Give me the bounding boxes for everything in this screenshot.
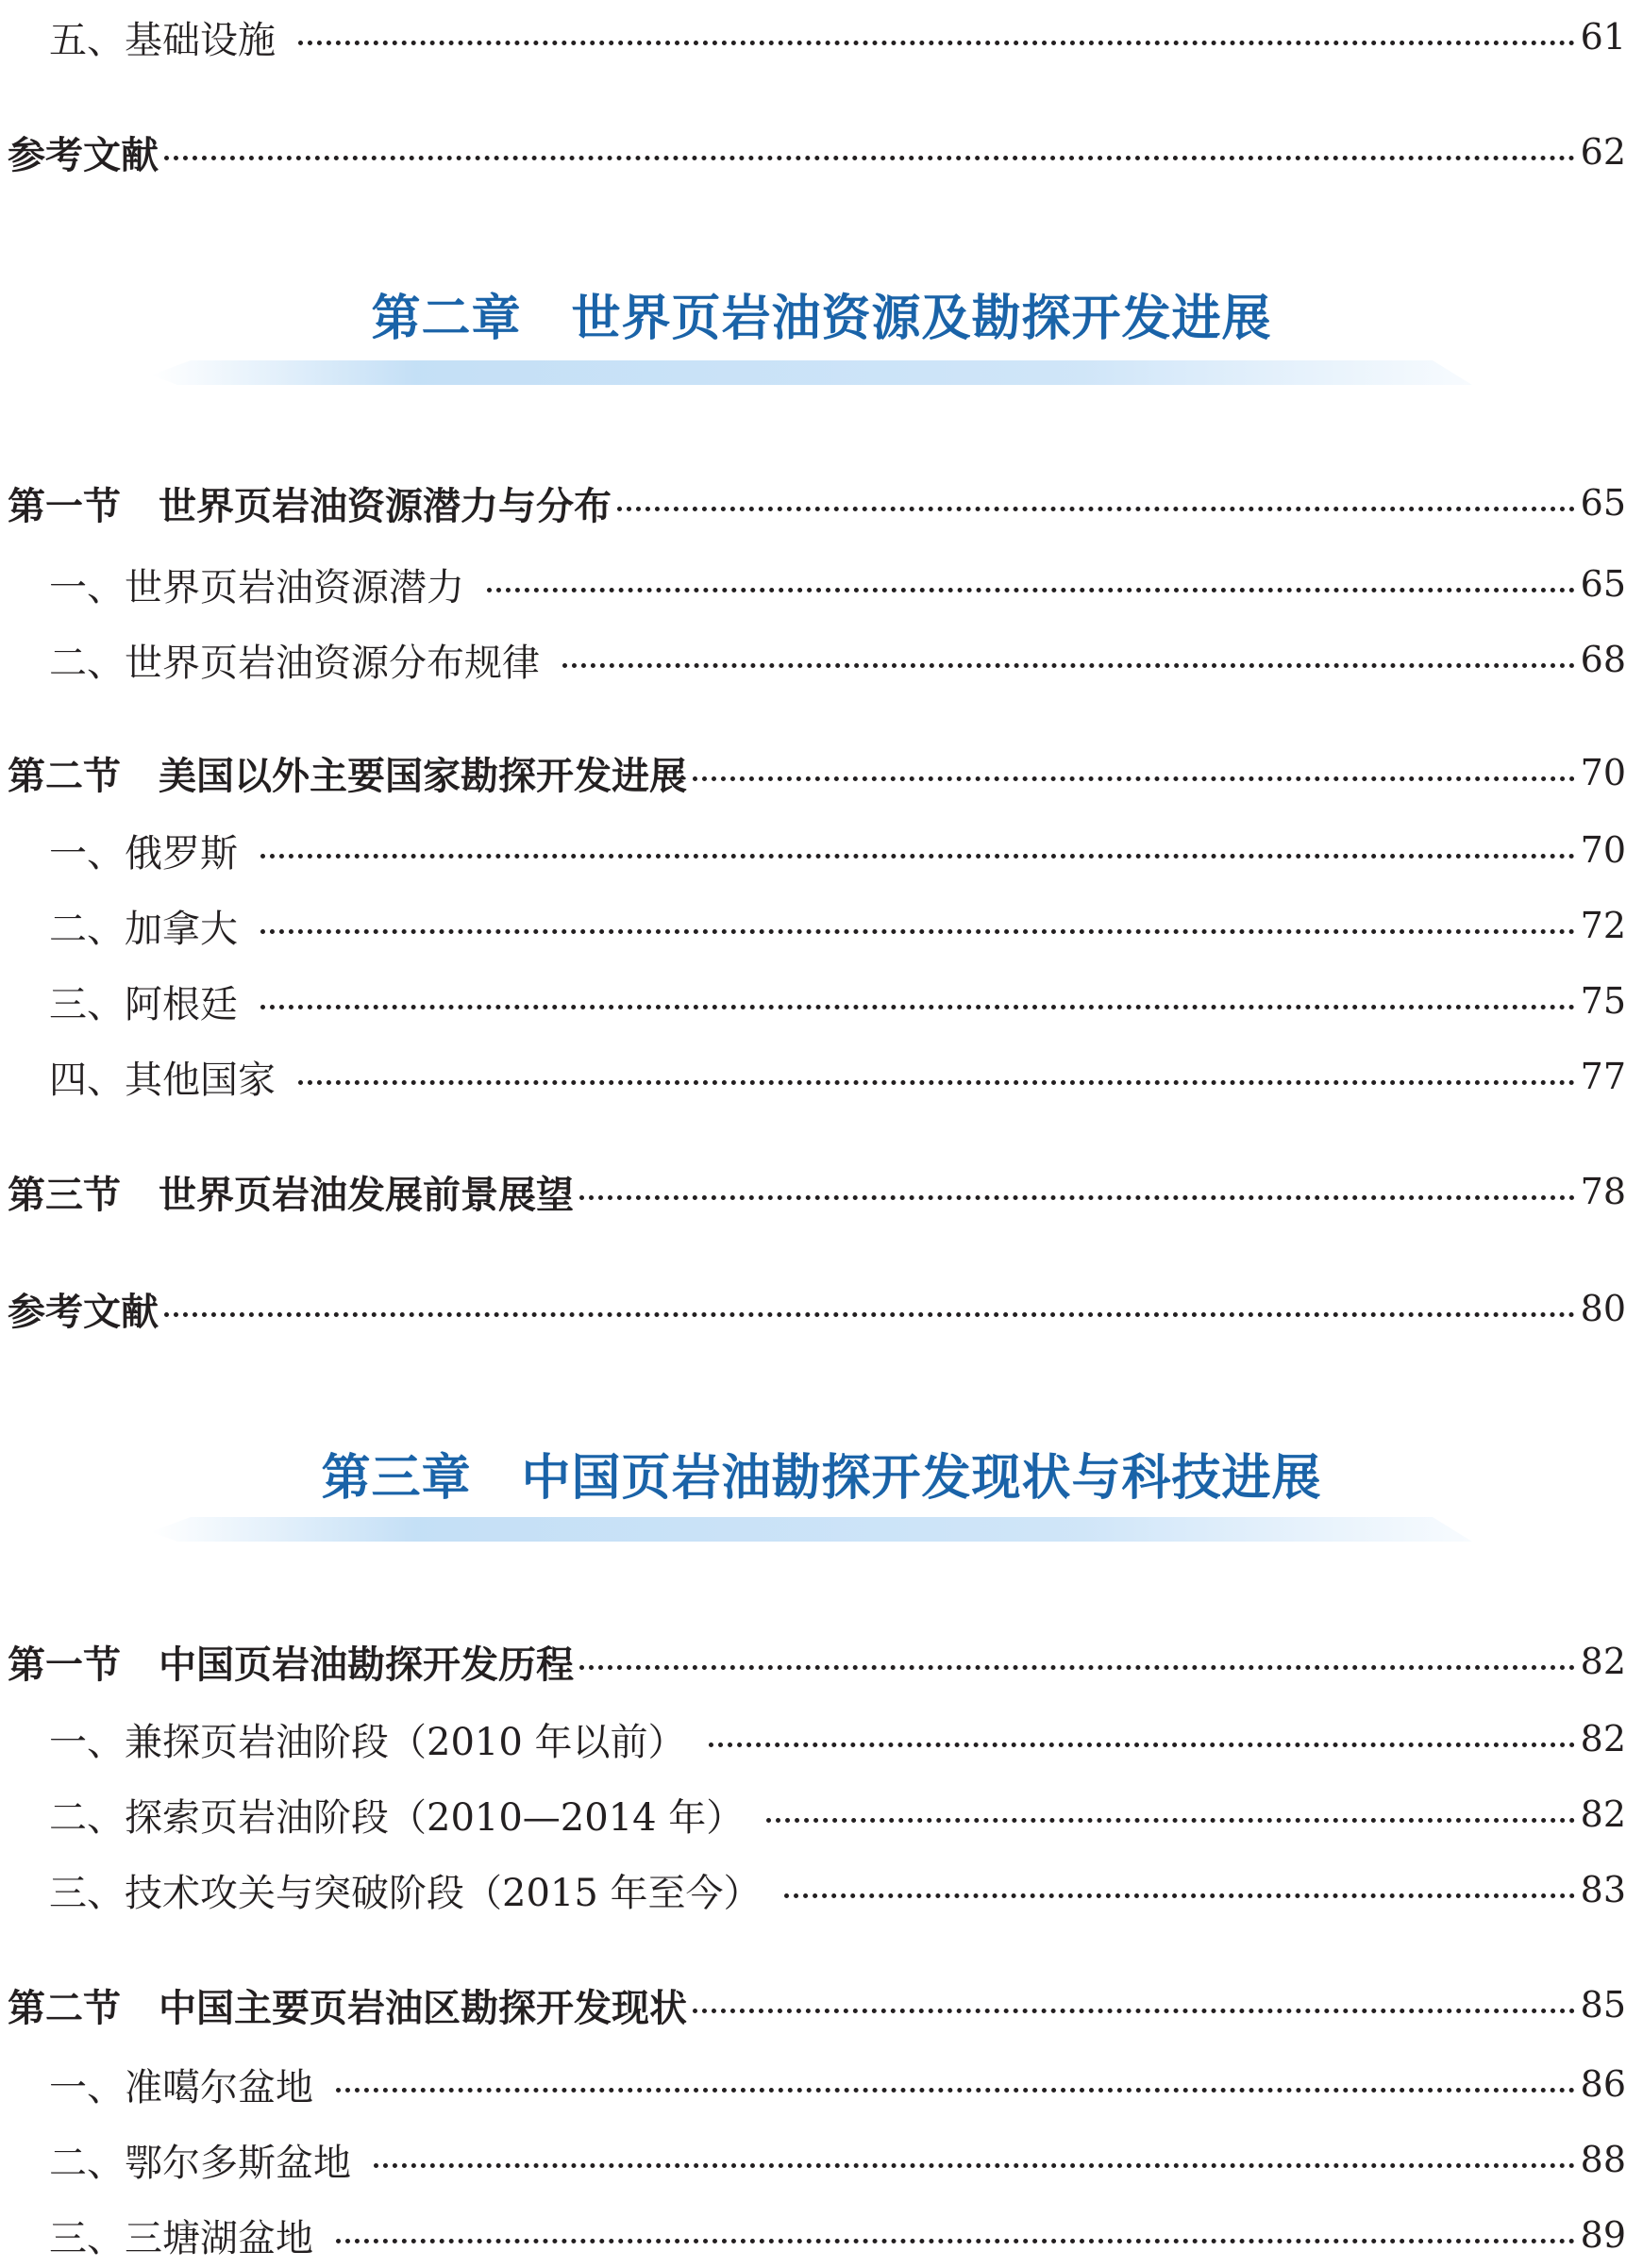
page-number: 70 [1580, 829, 1626, 871]
entry-label: 三、三塘湖盆地 [49, 2216, 313, 2260]
dot-leader [579, 1195, 1575, 1200]
page-number: 75 [1580, 980, 1626, 1022]
toc-entry[interactable] [0, 1043, 1626, 1109]
entry-label: 三、技术攻关与突破阶段（2015 年至今） [49, 1871, 762, 1915]
entry-label: 第二节 美国以外主要国家勘探开发进展 [8, 754, 687, 798]
entry-label: 一、世界页岩油资源潜力 [49, 565, 464, 609]
chapter-title: 第二章 世界页岩油资源及勘探开发进展 [371, 290, 1272, 347]
chapter-underline-decoration [151, 360, 1472, 385]
page-number: 86 [1580, 2063, 1626, 2105]
dot-leader [260, 1005, 1575, 1009]
dot-leader [374, 2163, 1575, 2168]
entry-label: 参考文献 [8, 1290, 159, 1334]
entry-label: 第三节 世界页岩油发展前景展望 [8, 1173, 574, 1217]
toc-entry[interactable] [0, 1628, 1626, 1694]
chapter-title: 第三章 中国页岩油勘探开发现状与科技进展 [321, 1449, 1322, 1507]
dot-leader [336, 2239, 1575, 2243]
toc-entry[interactable] [0, 1159, 1626, 1225]
page-number: 65 [1580, 482, 1626, 524]
entry-label: 三、阿根廷 [49, 982, 238, 1026]
entry-label: 五、基础设施 [49, 18, 276, 62]
dot-leader [693, 776, 1575, 781]
entry-label: 参考文献 [8, 133, 159, 177]
dot-leader [260, 929, 1575, 934]
toc-entry[interactable] [0, 2051, 1626, 2117]
toc-entry[interactable] [0, 1857, 1626, 1923]
toc-entry[interactable] [0, 2126, 1626, 2193]
entry-label: 第一节 世界页岩油资源潜力与分布 [8, 484, 612, 528]
page-number: 77 [1580, 1056, 1626, 1097]
entry-label: 一、俄罗斯 [49, 831, 238, 876]
dot-leader [617, 507, 1575, 511]
page-number: 62 [1580, 131, 1626, 173]
toc-entry[interactable] [0, 892, 1626, 959]
page-number: 82 [1580, 1793, 1626, 1835]
dot-leader [709, 1743, 1575, 1747]
page-number: 83 [1580, 1869, 1626, 1910]
toc-entry[interactable] [0, 817, 1626, 883]
entry-label: 一、准噶尔盆地 [49, 2065, 313, 2110]
dot-leader [336, 2088, 1575, 2093]
toc-entry[interactable] [0, 119, 1626, 185]
page-number: 85 [1580, 1984, 1626, 2026]
toc-entry[interactable] [0, 1706, 1626, 1772]
toc-entry[interactable] [0, 968, 1626, 1034]
page-number: 89 [1580, 2214, 1626, 2256]
dot-leader [579, 1665, 1575, 1670]
page-number: 82 [1580, 1641, 1626, 1682]
toc-entry[interactable] [0, 1972, 1626, 2038]
page-number: 82 [1580, 1718, 1626, 1759]
entry-label: 第一节 中国页岩油勘探开发历程 [8, 1643, 574, 1687]
page-number: 80 [1580, 1288, 1626, 1329]
dot-leader [260, 854, 1575, 859]
page-number: 61 [1580, 16, 1626, 58]
page-number: 88 [1580, 2139, 1626, 2180]
dot-leader [164, 156, 1575, 160]
dot-leader [562, 663, 1575, 668]
entry-label: 第二节 中国主要页岩油区勘探开发现状 [8, 1986, 687, 2030]
dot-leader [487, 588, 1575, 592]
toc-entry[interactable] [0, 470, 1626, 536]
entry-label: 二、世界页岩油资源分布规律 [49, 641, 540, 685]
toc-entry[interactable] [0, 1276, 1626, 1342]
page-number: 68 [1580, 639, 1626, 680]
page-number: 78 [1580, 1171, 1626, 1212]
toc-entry[interactable] [0, 1781, 1626, 1847]
toc-entry[interactable] [0, 2202, 1626, 2268]
entry-label: 一、兼探页岩油阶段（2010 年以前） [49, 1720, 686, 1764]
entry-label: 二、加拿大 [49, 907, 238, 951]
page-number: 72 [1580, 905, 1626, 946]
page-number: 70 [1580, 752, 1626, 793]
dot-leader [298, 1080, 1575, 1085]
dot-leader [693, 2009, 1575, 2013]
entry-label: 二、探索页岩油阶段（2010—2014 年） [49, 1795, 745, 1840]
entry-label: 二、鄂尔多斯盆地 [49, 2141, 351, 2185]
page-number: 65 [1580, 563, 1626, 605]
toc-entry[interactable] [0, 626, 1626, 692]
dot-leader [164, 1312, 1575, 1317]
toc-entry[interactable] [0, 740, 1626, 806]
dot-leader [298, 41, 1575, 45]
entry-label: 四、其他国家 [49, 1058, 276, 1102]
dot-leader [766, 1818, 1574, 1823]
toc-entry[interactable] [0, 4, 1626, 70]
chapter-underline-decoration [151, 1517, 1472, 1542]
toc-entry[interactable] [0, 551, 1626, 617]
dot-leader [784, 1893, 1575, 1898]
